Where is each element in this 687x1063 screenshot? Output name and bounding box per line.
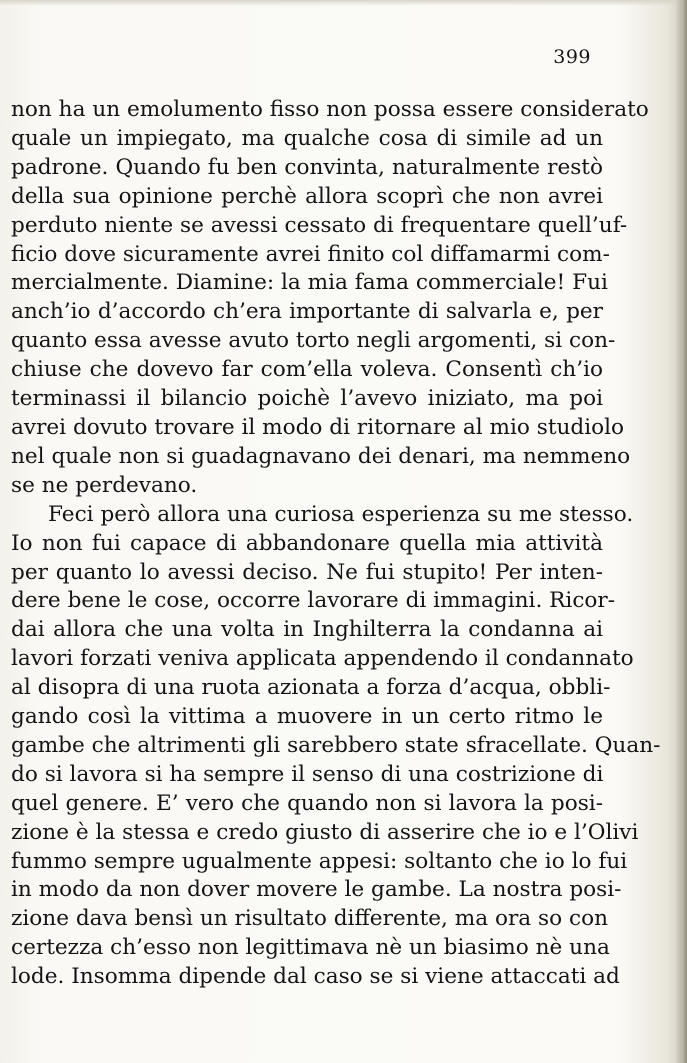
text-line: quanto essa avesse avuto torto negli argomenti, si con- <box>11 328 616 354</box>
text-line: padrone. Quando fu ben convinta, naturalmente restò <box>11 154 603 180</box>
text-line: ficio dove sicuramente avrei finito col diffamarmi com- <box>11 241 610 267</box>
text-line: gambe che altrimenti gli sarebbero state sfracellate. Quan- <box>11 732 661 758</box>
top-shadow <box>0 0 687 6</box>
text-line: lavori forzati veniva applicata appendendo il condannato <box>11 646 634 672</box>
text-line: della sua opinione perchè allora scoprì che non avrei <box>11 183 603 209</box>
text-line: lode. Insomma dipende dal caso se si viene attaccati ad <box>11 964 620 990</box>
page-number: 399 <box>553 46 591 68</box>
text-line: fummo sempre ugualmente appesi: soltanto che io lo fui <box>11 848 628 874</box>
text-line: dere bene le cose, occorre lavorare di immagini. Ricor- <box>11 588 616 614</box>
text-line: se ne perdevano. <box>11 472 198 498</box>
text-line: anch’io d’accordo ch’era importante di salvarla e, per <box>11 299 603 325</box>
text-line: quel genere. E’ vero che quando non si lavora la posi- <box>11 790 603 816</box>
text-line: do si lavora si ha sempre il senso di una costrizione di <box>11 761 604 787</box>
text-line: avrei dovuto trovare il modo di ritornare al mio studiolo <box>11 414 625 440</box>
text-line: terminassi il bilancio poichè l’avevo iniziato, ma poi <box>11 386 603 412</box>
page-edge-shadow <box>675 0 687 1063</box>
text-line: al disopra di una ruota azionata a forza d’acqua, obbli- <box>11 675 611 701</box>
text-line: gando così la vittima a muovere in un certo ritmo le <box>11 704 603 730</box>
text-line: mercialmente. Diamine: la mia fama commerciale! Fui <box>11 270 608 296</box>
text-line: in modo da non dover movere le gambe. La nostra posi- <box>11 877 622 903</box>
text-line: nel quale non si guadagnavano dei denari, ma nemmeno <box>11 443 631 469</box>
text-line: per quanto lo avessi deciso. Ne fui stupito! Per inten- <box>11 559 603 585</box>
text-line: chiuse che dovevo far com’ella voleva. Consentì ch’io <box>11 357 603 383</box>
text-line: zione dava bensì un risultato differente, ma ora so con <box>11 906 608 932</box>
body-text <box>11 96 661 992</box>
text-line: dai allora che una volta in Inghilterra la condanna ai <box>11 617 603 643</box>
text-line: quale un impiegato, ma qualche cosa di simile ad un <box>11 125 603 151</box>
text-line: non ha un emolumento fisso non possa essere considerato <box>11 97 649 122</box>
text-line: zione è la stessa e credo giusto di asserire che io e l’Olivi <box>11 819 639 845</box>
text-line: certezza ch’esso non legittimava nè un biasimo nè una <box>11 935 610 961</box>
text-line: perduto niente se avessi cessato di frequentare quell’uf- <box>11 212 628 238</box>
text-line: Io non fui capace di abbandonare quella mia attività <box>11 530 603 556</box>
text-line: Feci però allora una curiosa esperienza su me stesso. <box>48 501 634 527</box>
